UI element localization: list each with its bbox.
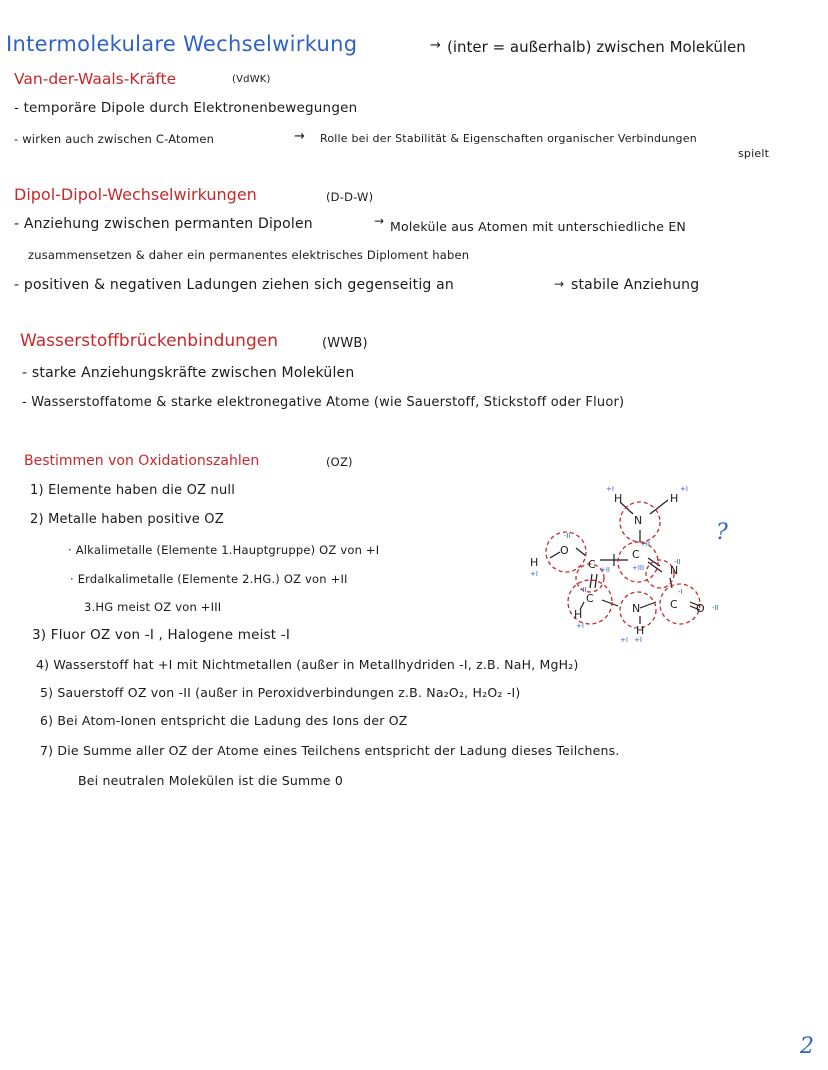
ddw-line-1-cont: Moleküle aus Atomen mit unterschiedliche EN <box>390 219 686 234</box>
wwb-abbr: (WWB) <box>322 336 368 351</box>
ox-number: +I <box>680 485 688 493</box>
atom: H <box>614 492 623 505</box>
vdw-heading: Van-der-Waals-Kräfte <box>14 70 177 88</box>
ox-number: -II <box>674 558 681 566</box>
ox-number: +II <box>640 540 650 548</box>
oz-rule-2b: · Erdalkalimetalle (Elemente 2.HG.) OZ von +II <box>70 572 348 586</box>
ox-number: -II <box>580 586 587 594</box>
ddw-arrow2-icon: → <box>554 277 565 291</box>
oz-rule-5: 5) Sauerstoff OZ von -II (außer in Peroxidverbindungen z.B. Na₂O₂, H₂O₂ -I) <box>40 685 521 700</box>
atom: H <box>530 556 539 569</box>
oz-rule-3: 3) Fluor OZ von -I , Halogene meist -I <box>32 627 291 643</box>
ddw-line-2: zusammensetzen & daher ein permanentes elektrisches Diploment haben <box>28 248 470 262</box>
oz-abbr: (OZ) <box>326 455 353 469</box>
ox-number: -II <box>564 532 571 540</box>
ddw-line-1: - Anziehung zwischen permanten Dipolen <box>14 216 313 232</box>
vdw-bullet-1: - temporäre Dipole durch Elektronenbewegungen <box>14 100 358 116</box>
vdw-bullet-2-end: spielt <box>738 147 770 160</box>
atom: H <box>574 608 583 621</box>
oz-rule-7: 7) Die Summe aller OZ der Atome eines Teilchens entspricht der Ladung dieses Teilchens. <box>40 743 620 758</box>
ddw-arrow-icon: → <box>374 214 385 228</box>
question-mark: ? <box>716 520 728 545</box>
oz-rule-2c: 3.HG meist OZ von +III <box>84 600 222 614</box>
atom: O <box>696 602 705 615</box>
vdw-abbr: (VdWK) <box>232 74 271 85</box>
atom: O <box>560 544 569 557</box>
vdw-bullet-2: - wirken auch zwischen C-Atomen <box>14 132 215 146</box>
atom: H <box>670 492 679 505</box>
title-note: (inter = außerhalb) zwischen Molekülen <box>447 38 746 56</box>
title-arrow-icon: → <box>430 38 441 53</box>
oz-rule-2a: · Alkalimetalle (Elemente 1.Hauptgruppe) OZ von +I <box>68 543 380 557</box>
oz-rule-4: 4) Wasserstoff hat +I mit Nichtmetallen (außer in Metallhydriden -I, z.B. NaH, MgH₂) <box>36 657 579 672</box>
ox-number: +I <box>576 622 584 630</box>
ddw-abbr: (D-D-W) <box>326 190 374 204</box>
page-number: 2 <box>800 1034 814 1059</box>
oz-rule-7-cont: Bei neutralen Molekülen ist die Summe 0 <box>78 773 343 788</box>
ox-number: +III <box>632 564 645 572</box>
atom: H <box>636 624 645 637</box>
atom: N <box>634 514 643 527</box>
ddw-line-3-cont: stabile Anziehung <box>571 277 700 293</box>
vdw-arrow-icon: → <box>294 129 306 144</box>
atom: C <box>586 592 594 605</box>
oz-rule-6: 6) Bei Atom-Ionen entspricht die Ladung des Ions der OZ <box>40 713 408 728</box>
atom: C <box>670 598 678 611</box>
ddw-line-3: - positiven & negativen Ladungen ziehen sich gegenseitig an <box>14 277 454 293</box>
ox-number: +I <box>620 636 628 644</box>
page-title: Intermolekulare Wechselwirkung <box>6 32 358 56</box>
atom: N <box>632 602 641 615</box>
atom: N <box>670 564 679 577</box>
wwb-heading: Wasserstoffbrückenbindungen <box>20 331 278 351</box>
ox-number: +I <box>606 485 614 493</box>
atom: C <box>632 548 640 561</box>
ox-number: +I <box>634 636 642 644</box>
vdw-bullet-2-cont: Rolle bei der Stabilität & Eigenschaften organischer Verbindungen <box>320 132 697 145</box>
atom: C <box>588 558 596 571</box>
ddw-heading: Dipol-Dipol-Wechselwirkungen <box>14 185 257 204</box>
molecule-diagram <box>520 478 770 648</box>
ox-number: -II <box>712 604 719 612</box>
ox-number: -I <box>678 588 683 596</box>
wwb-line-1: - starke Anziehungskräfte zwischen Molekülen <box>22 365 355 381</box>
ox-number: +II <box>600 566 610 574</box>
ox-number: +I <box>530 570 538 578</box>
oz-heading: Bestimmen von Oxidationszahlen <box>24 453 260 469</box>
oz-rule-1: 1) Elemente haben die OZ null <box>30 483 236 498</box>
wwb-line-2: - Wasserstoffatome & starke elektronegative Atome (wie Sauerstoff, Stickstoff oder Fluor) <box>22 395 625 410</box>
oz-rule-2: 2) Metalle haben positive OZ <box>30 512 224 527</box>
